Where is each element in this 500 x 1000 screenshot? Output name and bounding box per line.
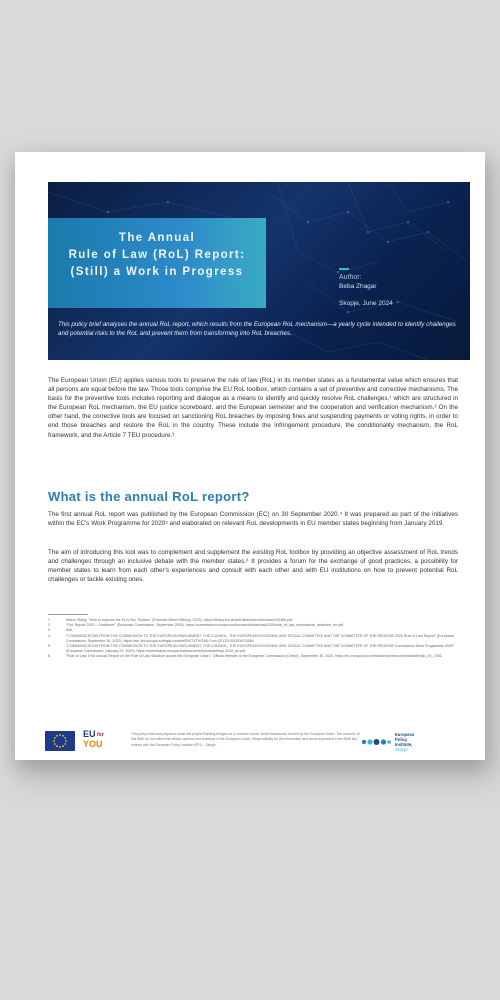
footnote-text: "COMMUNICATION FROM THE COMMISSION TO THE EUROPEAN PARLIAMENT, THE COUNCIL, THE EUROPEAN ECONOMIC AND SOCIAL COMMITTEE AND THE COMMITTEE OF THE REGIONS Commission Work Programme 2020" (European Commission, January 29, 2020), https://commission.europa.eu/document/download/cwp-2020_en.pdf. [66, 644, 455, 654]
eu-flag-icon [45, 731, 75, 751]
footnote-number: 2 [48, 623, 50, 628]
funding-disclaimer: This policy brief was prepared under the project Building bridges for a common future: North Macedonia, funded by the European Union. The contents of this Brief do not reflect the official opinions and positions of the European Union. Responsibility for the information and views expressed in the Brief lies entirely with the European Policy Institute (EPI) – Skopje. [131, 732, 360, 747]
footnote-divider [48, 614, 88, 615]
footnote-number: 1 [48, 618, 50, 622]
abstract: This policy brief analyses the annual RoL report, which results from the European RoL mechanism—a yearly cycle intended to identify challenges and potential risks to the RoL and prevent them from transforming into RoL breaches. [58, 321, 456, 337]
policy-brief-page [15, 152, 485, 760]
footnote-text: Marco Stang, "How to improve the EU's RoL Toolbox" (Friedrich-Ebert-Stiftung, 2023), https://library.fes.de/pdf-files/bueros/bruessel/20388.pdf. [66, 618, 293, 622]
epi-dots-icon [361, 736, 391, 748]
footnote-number: 3 [48, 628, 50, 633]
footnote [48, 654, 458, 659]
epi-line-2: Policy [395, 737, 408, 742]
epi-line-3: Institute, [395, 742, 413, 747]
title-line-3: (Still) a Work in Progress [70, 266, 244, 278]
eu-stars-icon [45, 731, 75, 751]
title-box [48, 218, 266, 308]
epi-line-1: European [395, 732, 415, 737]
footnote-number: 6 [48, 654, 50, 659]
footnote-text: Ibid. [66, 628, 73, 633]
title-line-2: Rule of Law (RoL) Report: [68, 249, 246, 261]
epi-name [395, 732, 414, 752]
author-name: Beba Zhagar [339, 283, 377, 290]
footnote [48, 644, 458, 654]
footnote-number: 4 [48, 633, 50, 638]
section-paragraph-2: The aim of introducing this tool was to complement and supplement the existing RoL toolbox by providing an objective assessment of RoL trends and challenges through an inclusive debate with the member states.⁶ It provides a forum for the exchange of good practices, a possibility for member states to learn from each other's experiences and consult with each other and with EU institutions on how to prevent potential RoL challenges or tackle existing ones. [48, 549, 458, 584]
footnote-text: "Rule of Law: First Annual Report on the Rule of Law Situation across the European Union," Official Website of the European Commission (Online), September 30, 2020, https://ec.europa.eu/commission/presscorner/detail/en/ip_20_1756. [66, 654, 443, 659]
footnotes [48, 618, 458, 660]
eu4y-line-3: YOU [83, 739, 103, 749]
eu-for-you-logo [83, 730, 115, 754]
footer [15, 730, 485, 760]
footnote-text: "COMMUNICATION FROM THE COMMISSION TO THE EUROPEAN PARLIAMENT, THE COUNCIL, THE EUROPEAN ECONOMIC AND SOCIAL COMMITTEE AND THE COMMITTEE OF THE REGIONS 2020 Rule of Law Report" (European Commission, September 30, 2020), https://eur-lex.europa.eu/legal-content/EN/TXT/HTML/?uri=CELEX:52020DC0580. [66, 633, 454, 643]
author-accent-line [339, 268, 349, 270]
section-heading: What is the annual RoL report? [48, 489, 250, 504]
eu4y-line-1: EU [83, 729, 96, 739]
title-line-1: The Annual [118, 232, 196, 244]
place-date: Skopje, June 2024 [339, 300, 393, 307]
footnote-number: 5 [48, 644, 50, 649]
footnote-text: "RoL Report 2020 – Factsheet" (European Commission, September 2020), https://commission.europa.eu/document/download/2020/rule_of_law_mechanism_factsheet_en.pdf. [66, 623, 345, 628]
report-title [48, 230, 266, 281]
epi-line-4: Skopje [395, 747, 408, 752]
eu4y-line-2: for [97, 732, 104, 738]
header-banner [48, 182, 470, 360]
epi-logo [361, 730, 431, 754]
author-label: Author: [339, 274, 362, 281]
footnote [48, 634, 458, 644]
intro-paragraph: The European Union (EU) applies various tools to preserve the rule of law (RoL) in its member states as a fundamental value which ensures that all persons are equal before the law. Those tools comprise the EU RoL toolbox, which contains a set of preventive and corrective mechanisms. The basis for the preventive tools includes reporting and dialogue as a means to identify and quickly resolve RoL challenges,¹ which are structured in the European RoL mechanism, the EU justice scoreboard, and the European semester and the cooperation and verification mechanism.² On the other hand, the corrective tools are focused on sanctioning RoL breaches by imposing fines and suspending payments or voting rights, in order to end those breaches and restore the RoL in the country. These include the infringement procedure, the conditionality mechanism, the RoL framework, and the Article 7 TEU procedure.³ [48, 377, 458, 439]
section-paragraph-1: The first annual RoL report was published by the European Commission (EC) on 30 September 2020.⁴ It was prepared as part of the initiatives within the EC's Work Programme for 2020⁵ and elaborated on relevant RoL developments in EU member states beginning from January 2019. [48, 511, 458, 528]
